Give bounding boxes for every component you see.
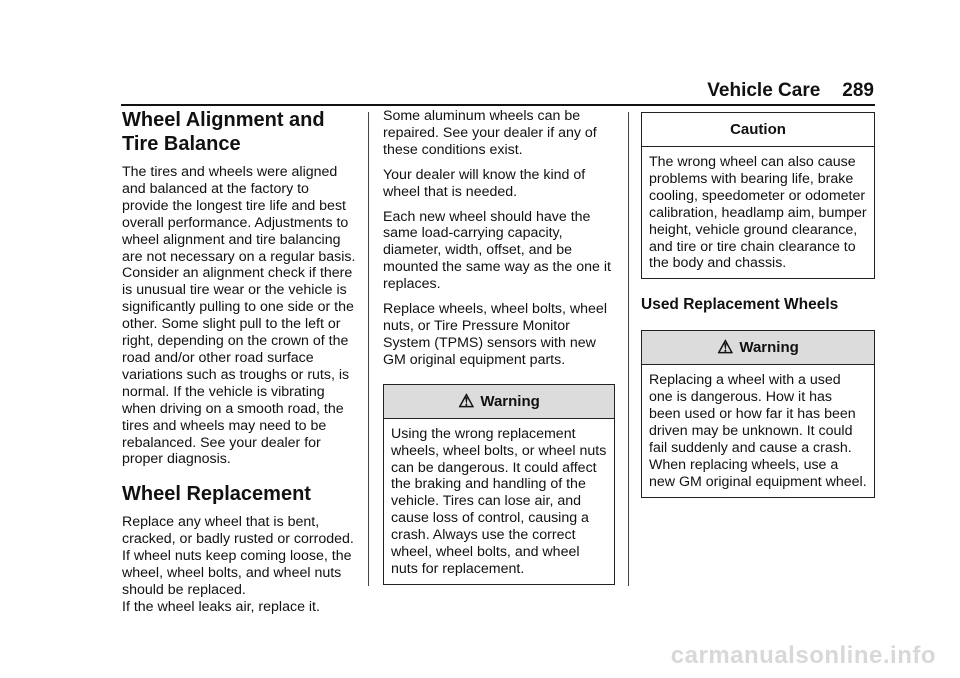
warning-text-used: Replacing a wheel with a used one is dangerous. How it has been used or how far it has been driven may be unknown. It could fail suddenly and cause a crash. When replacing wheels, use a new GM original equipment wheel. bbox=[649, 372, 867, 490]
column-divider-2 bbox=[628, 112, 629, 586]
watermark: carmanualsonline.info bbox=[670, 642, 936, 669]
column-3 bbox=[641, 112, 875, 498]
header-rule bbox=[121, 104, 875, 106]
warning-box-wrong-wheels bbox=[383, 384, 615, 585]
section-title: Vehicle Care bbox=[707, 80, 821, 101]
caution-body bbox=[642, 147, 874, 278]
caution-box bbox=[641, 112, 875, 279]
para-dealer: Your dealer will know the kind of wheel that is needed. bbox=[383, 166, 586, 200]
page-header bbox=[707, 80, 874, 102]
para-leaks: If the wheel leaks air, replace it. bbox=[122, 598, 320, 615]
warning-body-used bbox=[642, 365, 874, 496]
column-divider-1 bbox=[368, 112, 369, 586]
warning-title-used: Warning bbox=[739, 339, 799, 357]
warning-body bbox=[384, 419, 614, 584]
page-number: 289 bbox=[842, 80, 874, 101]
heading-wheel-alignment: Wheel Alignment and Tire Balance bbox=[122, 109, 325, 155]
column-1 bbox=[122, 108, 356, 624]
caution-header bbox=[642, 113, 874, 147]
caution-text: The wrong wheel can also cause problems with bearing life, brake cooling, speedometer or odometer calibration, headlamp aim, bumper height, vehicle ground clearance, and tire or tire chain clearance to the body and chassis. bbox=[649, 154, 867, 272]
heading-used-wheels: Used Replacement Wheels bbox=[641, 296, 839, 314]
warning-box-used-wheels bbox=[641, 330, 875, 497]
para-aluminum: Some aluminum wheels can be repaired. See your dealer if any of these conditions exist. bbox=[383, 108, 597, 158]
warning-triangle-icon: ⚠ bbox=[717, 337, 734, 358]
para-replace-parts: Replace wheels, wheel bolts, wheel nuts, or Tire Pressure Monitor System (TPMS) sensors with new GM original equipment parts. bbox=[383, 301, 607, 368]
warning-header-used bbox=[642, 331, 874, 365]
column-2 bbox=[383, 108, 615, 585]
warning-text: Using the wrong replacement wheels, wheel bolts, or wheel nuts can be dangerous. It could affect the braking and handling of the vehicle. Tires can lose air, and cause loss of control, causing a crash. Always use the correct wheel, wheel bolts, and wheel nuts for replacement. bbox=[391, 425, 607, 577]
para-alignment: The tires and wheels were aligned and balanced at the factory to provide the longest tire life and best overall performance. Adjustments to wheel alignment and tire balancing are not necessary on a regular basis. Consider an alignment check if there is unusual tire wear or the vehicle is significantly pulling to one side or the other. Some slight pull to the left or right, depending on the crown of the road and/or other road surface variations such as troughs or ruts, is normal. If the vehicle is vibrating when driving on a smooth road, the tires and wheels may need to be rebalanced. See your dealer for proper diagnosis. bbox=[122, 164, 356, 468]
para-new-wheel: Each new wheel should have the same load-carrying capacity, diameter, width, offset, and be mounted the same way as the one it replaces. bbox=[383, 208, 611, 293]
warning-title: Warning bbox=[480, 392, 540, 410]
warning-header bbox=[384, 385, 614, 419]
para-replacement: Replace any wheel that is bent, cracked, or badly rusted or corroded. If wheel nuts keep coming loose, the wheel, wheel bolts, and wheel nuts should be replaced. bbox=[122, 514, 354, 598]
caution-title: Caution bbox=[730, 121, 786, 138]
warning-triangle-icon: ⚠ bbox=[458, 390, 475, 411]
heading-wheel-replacement: Wheel Replacement bbox=[122, 483, 311, 506]
